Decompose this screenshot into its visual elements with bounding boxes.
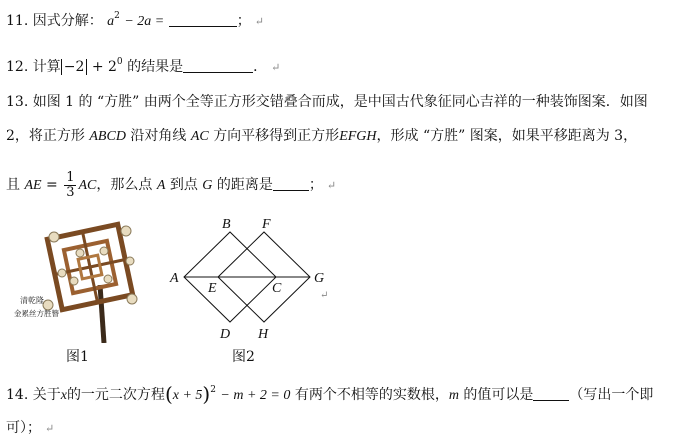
question-text: （写出一个即 (569, 387, 654, 403)
question-text: 如图 1 的 “方胜” 由两个全等正方形交错叠合而成，是中国古代象征同心吉祥的一种装饰图案．如图 (32, 94, 648, 110)
paragraph-mark-icon: ↵ (45, 422, 55, 435)
square-name: ABCD (89, 129, 126, 144)
math-expression: + 2 (91, 59, 117, 75)
fraction-denominator: 3 (66, 184, 75, 200)
question-text: 沿对角线 (130, 128, 187, 144)
question-number: 12. (6, 59, 29, 75)
question-text: ，形成 “方胜” 图案，如果平移距离为 3， (376, 128, 638, 144)
segment-name: AE (24, 178, 42, 193)
question-text: 的一元二次方程 (66, 387, 165, 403)
question-text: 的值可以是 (463, 387, 534, 403)
punctuation: ； (308, 177, 323, 193)
question-text: 可）； (6, 420, 41, 436)
math-operator: = (46, 177, 58, 193)
question-text: 的距离是 (216, 177, 273, 193)
punctuation: ； (236, 13, 251, 29)
math-exponent: 2 (114, 11, 120, 21)
math-variable: m (448, 388, 459, 403)
point-label-e: E (208, 281, 217, 296)
math-expression: − 2a = (124, 14, 165, 29)
question-text: 关于 (32, 387, 61, 403)
question-text: 计算 (32, 59, 61, 75)
segment-name: AC (190, 129, 209, 144)
math-paren-open: ( (164, 382, 173, 406)
point-label-h: H (258, 327, 269, 339)
paragraph-mark-icon: ↵ (320, 290, 329, 301)
question-text: 2，将正方形 (6, 128, 85, 144)
math-variable: a (107, 14, 115, 29)
square-name: EFGH (339, 129, 377, 144)
point-label-b: B (222, 217, 231, 232)
point-label-a: A (170, 271, 179, 286)
question-number: 11. (6, 13, 29, 29)
point-label-g: G (314, 271, 325, 286)
question-text: 有两个不相等的实数根， (294, 387, 449, 403)
question-13-line-3 (6, 170, 336, 201)
paragraph-mark-icon: ↵ (271, 61, 281, 74)
answer-blank[interactable] (183, 58, 253, 73)
answer-blank[interactable] (273, 176, 309, 191)
question-number: 14. (6, 387, 29, 403)
photo-caption-bottom: 金累丝方胜簪 (14, 309, 59, 318)
point-label-c: C (272, 281, 282, 296)
geometry-diagram (160, 214, 340, 339)
point-name: A (156, 178, 166, 193)
question-11 (6, 6, 264, 32)
figure-2-caption: 图2 (232, 349, 255, 365)
question-number: 13. (6, 94, 29, 110)
question-14-line-1 (6, 380, 653, 406)
point-label-d: D (220, 327, 231, 339)
answer-blank[interactable] (169, 12, 237, 27)
question-text: 因式分解： (32, 13, 103, 29)
question-14-line-2 (6, 418, 54, 439)
math-variable: x (60, 388, 67, 403)
fangsheng-hairpin-photo (8, 215, 156, 343)
paragraph-mark-icon: ↵ (254, 15, 264, 28)
question-text: 到点 (169, 177, 198, 193)
question-text: 的结果是 (127, 59, 184, 75)
math-exponent: 2 (210, 385, 216, 395)
point-name: G (202, 178, 213, 193)
fraction (64, 171, 76, 200)
question-text: ，那么点 (96, 177, 153, 193)
answer-blank[interactable] (533, 386, 569, 401)
fraction-numerator: 1 (66, 169, 75, 185)
figure-1-caption: 图1 (66, 349, 89, 365)
point-label-f: F (262, 217, 271, 232)
math-paren-close: ) (202, 382, 211, 406)
question-text: 方向平移得到正方形 (213, 128, 340, 144)
question-12 (6, 52, 280, 78)
math-expression: x + 5 (172, 388, 203, 403)
segment-name: AC (78, 178, 97, 193)
math-exponent: 0 (116, 57, 123, 67)
punctuation: ． (253, 59, 268, 75)
photo-caption-top: 清乾隆 (20, 296, 44, 305)
math-expression: − m + 2 = 0 (220, 388, 291, 403)
question-13-line-2 (6, 126, 637, 147)
question-13-line-1 (6, 92, 648, 112)
absolute-value: −2 (61, 59, 88, 75)
paragraph-mark-icon: ↵ (326, 179, 337, 192)
question-text: 且 (6, 177, 20, 193)
